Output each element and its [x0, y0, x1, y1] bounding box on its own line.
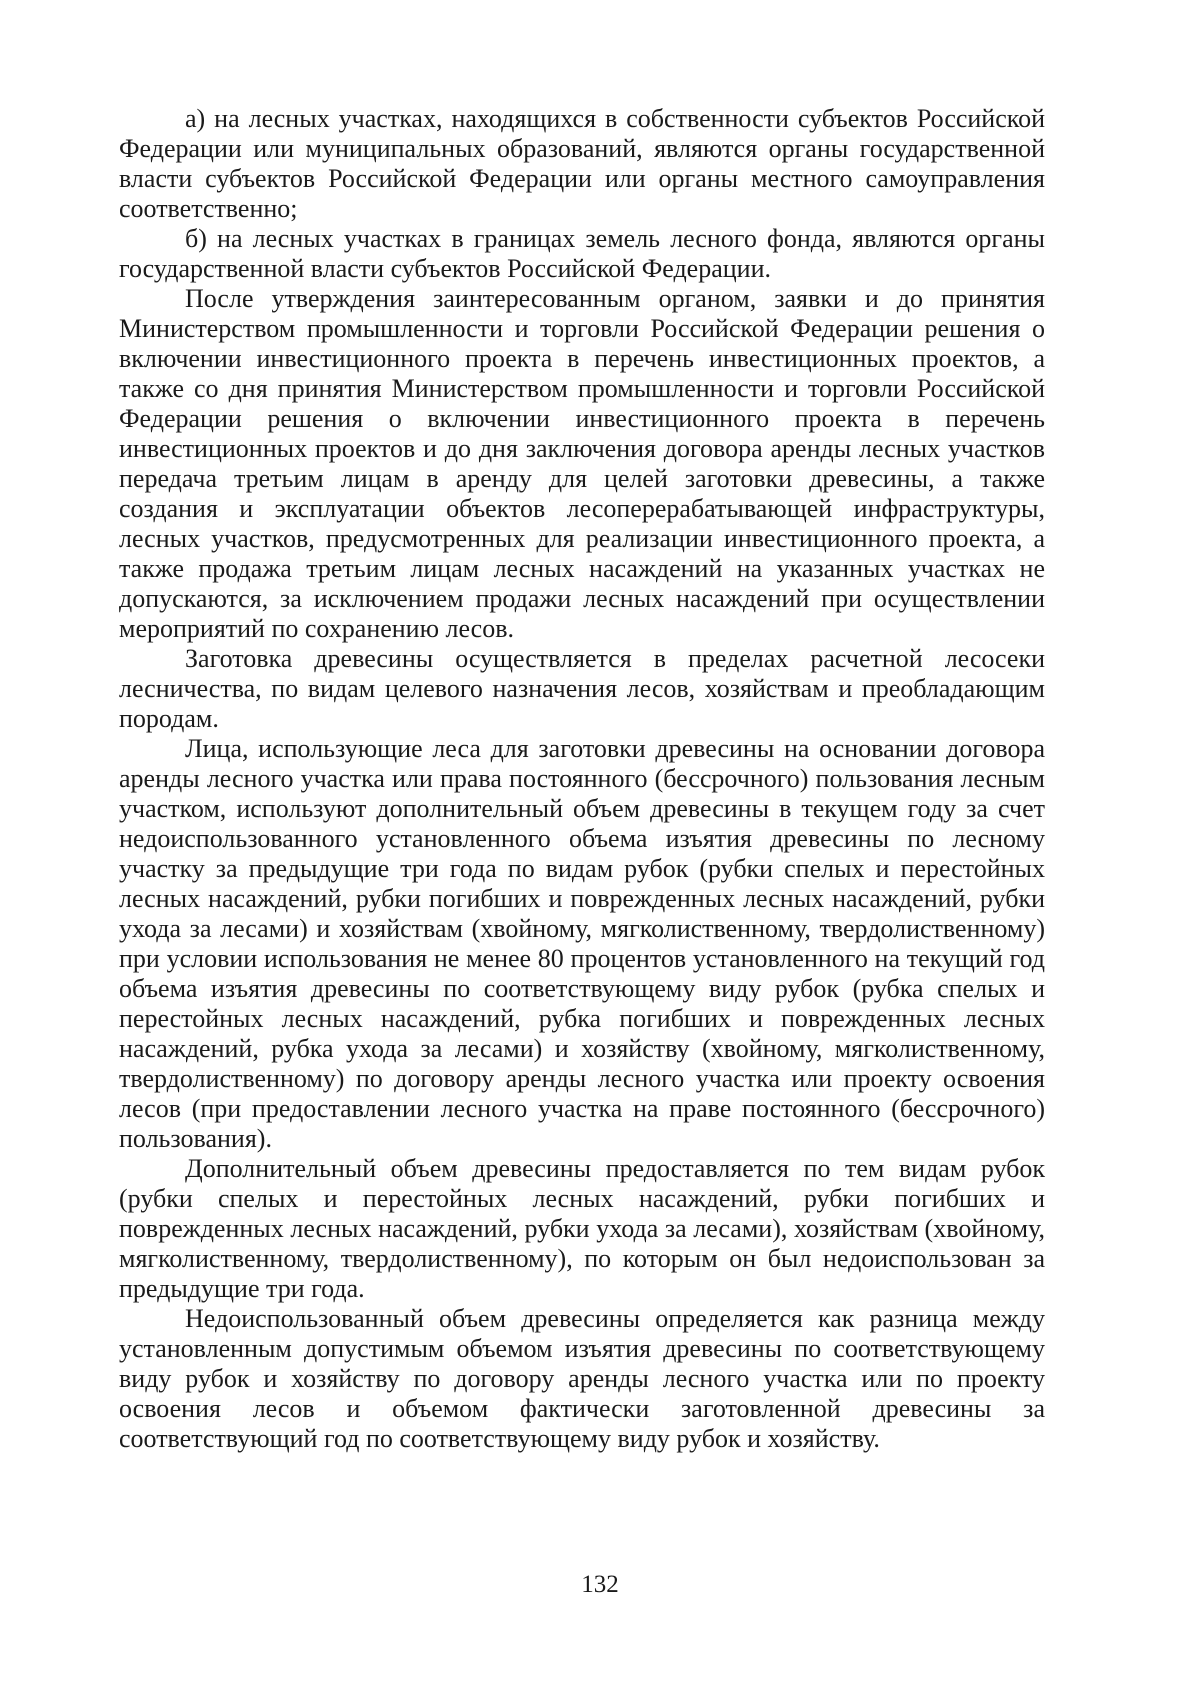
- body-text: [119, 104, 1045, 1454]
- page-number: 132: [581, 1571, 619, 1598]
- paragraph-additional-volume-provision: Дополнительный объем древесины предоставляется по тем видам рубок (рубки спелых и перестойных лесных насаждений, рубки погибших и поврежденных лесных насаждений, рубки ухода за лесами), хозяйствам (хвойному, мягколиственному, твердолиственному), по которым он был недоиспользован за предыдущие три года.: [119, 1154, 1045, 1303]
- paragraph-item-a: а) на лесных участках, находящихся в собственности субъектов Российской Федерации или муниципальных образований, являются органы государственной власти субъектов Российской Федерации или органы местного самоуправления соответственно;: [119, 104, 1045, 223]
- paragraph-unused-volume-definition: Недоиспользованный объем древесины определяется как разница между установленным допустимым объемом изъятия древесины по соответствующему виду рубок и хозяйству по договору аренды лесного участка или по проекту освоения лесов и объемом фактически заготовленной древесины за соответствующий год по соответствующему виду рубок и хозяйству.: [119, 1304, 1045, 1453]
- paragraph-harvesting-limits: Заготовка древесины осуществляется в пределах расчетной лесосеки лесничества, по видам целевого назначения лесов, хозяйствам и преобладающим породам.: [119, 644, 1045, 733]
- paragraph-additional-volume-use: Лица, использующие леса для заготовки древесины на основании договора аренды лесного участка или права постоянного (бессрочного) пользования лесным участком, используют дополнительный объем древесины в текущем году за счет недоиспользованного установленного объема изъятия древесины по лесному участку за предыдущие три года по видам рубок (рубки спелых и перестойных лесных насаждений, рубки погибших и поврежденных лесных насаждений, рубки ухода за лесами) и хозяйствам (хвойному, мягколиственному, твердолиственному) при условии использования не менее 80 процентов установленного на текущий год объема изъятия древесины по соответствующему виду рубок (рубка спелых и перестойных лесных насаждений, рубка погибших и поврежденных лесных насаждений, рубка ухода за лесами) и хозяйству (хвойному, мягколиственному, твердолиственному) по договору аренды лесного участка или проекту освоения лесов (при предоставлении лесного участка на праве постоянного (бессрочного) пользования).: [119, 734, 1045, 1153]
- paragraph-item-b: б) на лесных участках в границах земель лесного фонда, являются органы государственной власти субъектов Российской Федерации.: [119, 224, 1045, 283]
- paragraph-transfer-restriction: После утверждения заинтересованным органом, заявки и до принятия Министерством промышленности и торговли Российской Федерации решения о включении инвестиционного проекта в перечень инвестиционных проектов, а также со дня принятия Министерством промышленности и торговли Российской Федерации решения о включении инвестиционного проекта в перечень инвестиционных проектов и до дня заключения договора аренды лесных участков передача третьим лицам в аренду для целей заготовки древесины, а также создания и эксплуатации объектов лесоперерабатывающей инфраструктуры, лесных участков, предусмотренных для реализации инвестиционного проекта, а также продажа третьим лицам лесных насаждений на указанных участках не допускаются, за исключением продажи лесных насаждений при осуществлении мероприятий по сохранению лесов.: [119, 284, 1045, 643]
